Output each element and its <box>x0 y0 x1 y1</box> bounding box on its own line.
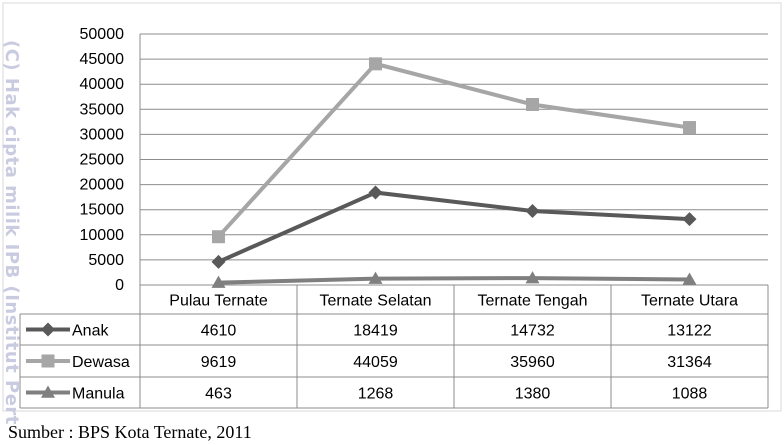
data-point-dewasa <box>369 57 382 70</box>
series-line-dewasa <box>219 64 690 237</box>
data-point-anak <box>683 212 697 226</box>
source-note: Sumber : BPS Kota Ternate, 2011 <box>8 422 252 442</box>
legend-marker-anak <box>41 323 55 337</box>
category-label: Ternate Tengah <box>477 292 588 310</box>
series-line-anak <box>219 193 690 262</box>
y-tick-label: 35000 <box>79 101 124 119</box>
series-line-manula <box>219 278 690 283</box>
data-point-anak <box>369 186 383 200</box>
data-point-dewasa <box>212 230 225 243</box>
y-tick-label: 50000 <box>79 26 124 43</box>
y-tick-label: 30000 <box>79 126 124 144</box>
legend-label: Anak <box>72 322 109 340</box>
table-value: 463 <box>205 385 232 403</box>
table-value: 35960 <box>510 354 555 371</box>
category-label: Ternate Selatan <box>319 292 432 310</box>
y-tick-label: 10000 <box>79 226 124 244</box>
y-tick-label: 5000 <box>88 251 124 269</box>
table-value: 1088 <box>671 385 708 403</box>
y-tick-label: 25000 <box>79 151 124 169</box>
watermark-text: (C) Hak cipta milik IPB (Institut Pert <box>1 40 22 425</box>
data-point-anak <box>526 204 540 218</box>
table-value: 14732 <box>510 322 555 340</box>
data-point-anak <box>212 255 226 269</box>
legend-label: Dewasa <box>72 354 130 371</box>
data-point-dewasa <box>526 98 539 111</box>
table-value: 9619 <box>200 354 237 371</box>
data-point-dewasa <box>683 121 696 134</box>
y-tick-label: 45000 <box>79 51 124 69</box>
table-value: 1268 <box>357 385 394 403</box>
legend-label: Manula <box>72 385 125 403</box>
category-label: Pulau Ternate <box>169 292 268 310</box>
table-value: 31364 <box>667 354 712 371</box>
copyright-watermark <box>0 40 24 440</box>
y-tick-label: 40000 <box>79 76 124 94</box>
y-tick-label: 15000 <box>79 201 124 219</box>
table-value: 13122 <box>667 322 712 340</box>
table-value: 1380 <box>514 385 551 403</box>
category-label: Ternate Utara <box>641 292 738 310</box>
legend-marker-dewasa <box>42 355 55 368</box>
table-value: 18419 <box>353 322 398 340</box>
table-value: 44059 <box>353 354 398 371</box>
y-tick-label: 0 <box>115 277 124 294</box>
y-tick-label: 20000 <box>79 176 124 194</box>
table-value: 4610 <box>200 322 237 340</box>
